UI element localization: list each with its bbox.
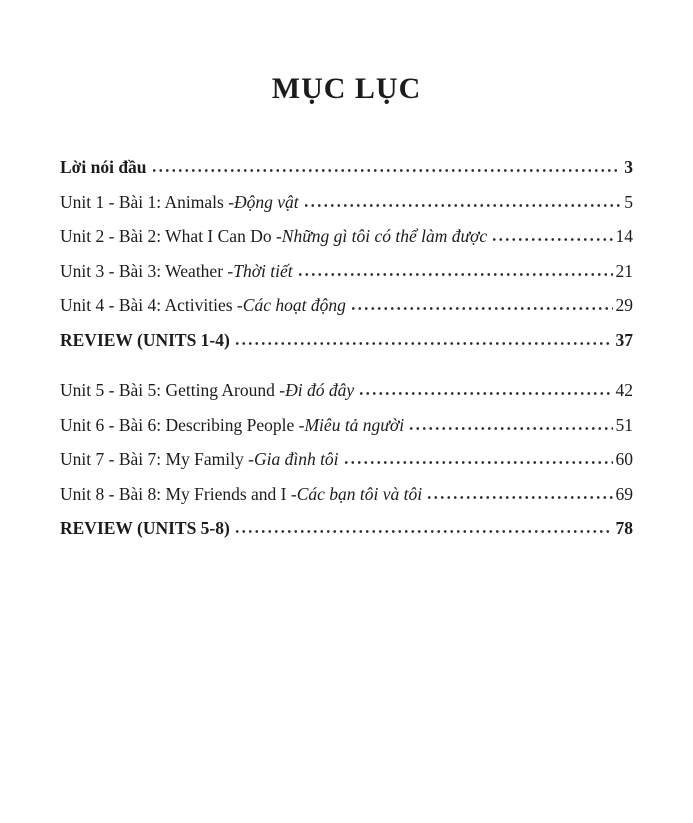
dot-leader	[303, 203, 622, 208]
toc-entry-label: REVIEW (UNITS 1-4)	[60, 329, 230, 350]
dot-leader	[297, 272, 613, 277]
toc-entry-page: 14	[615, 226, 633, 246]
toc-entry-label: Unit 8 - Bài 8: My Friends and I -	[60, 483, 297, 504]
toc-entry-subtitle: Đi đó đây	[285, 380, 355, 400]
toc-entry-page: 3	[624, 157, 633, 177]
dot-leader	[234, 341, 613, 346]
dot-leader	[234, 529, 613, 534]
toc-entry-label: Unit 5 - Bài 5: Getting Around -	[60, 380, 286, 400]
toc-entry-label: Unit 4 - Bài 4: Activities -	[60, 295, 243, 315]
dot-leader	[408, 426, 612, 431]
toc-entry-page: 21	[615, 260, 633, 281]
toc-entry-subtitle: Gia đình tôi	[253, 449, 339, 469]
toc-entry-subtitle: Miêu tả người	[304, 414, 405, 435]
table-of-contents	[60, 150, 633, 546]
toc-entry	[60, 511, 633, 546]
toc-entry	[60, 373, 633, 408]
dot-leader	[491, 237, 612, 242]
toc-entry-page: 37	[615, 329, 633, 350]
toc-entry-subtitle: Các bạn tôi và tôi	[296, 483, 423, 504]
dot-leader	[343, 460, 613, 465]
toc-entry-label: Unit 7 - Bài 7: My Family -	[60, 449, 254, 469]
toc-entry	[60, 219, 633, 254]
toc-entry-subtitle: Động vật	[234, 191, 299, 212]
toc-entry	[60, 185, 633, 220]
toc-entry	[60, 442, 633, 477]
dot-leader	[426, 495, 612, 500]
toc-entry-page: 51	[615, 414, 633, 435]
toc-entry	[60, 254, 633, 289]
dot-leader	[350, 306, 613, 311]
toc-entry	[60, 288, 633, 323]
toc-entry-page: 29	[615, 295, 633, 315]
toc-entry	[60, 323, 633, 358]
toc-entry-page: 5	[624, 191, 633, 212]
toc-entry-label: REVIEW (UNITS 5-8)	[60, 518, 230, 538]
toc-entry-subtitle: Thời tiết	[233, 260, 293, 281]
toc-entry	[60, 408, 633, 443]
dot-leader	[151, 168, 622, 173]
toc-entry-page: 42	[615, 380, 633, 400]
toc-entry-subtitle: Những gì tôi có thể làm được	[281, 226, 488, 246]
toc-entry	[60, 477, 633, 512]
toc-entry-label: Unit 2 - Bài 2: What I Can Do -	[60, 226, 282, 246]
dot-leader	[358, 391, 612, 396]
page-title: MỤC LỤC	[271, 72, 422, 105]
toc-entry-label: Lời nói đầu	[60, 157, 147, 177]
toc-entry-subtitle: Các hoạt động	[242, 295, 346, 315]
toc-entry-page: 60	[615, 449, 633, 469]
toc-entry-page: 78	[615, 518, 633, 538]
toc-entry-page: 69	[615, 483, 633, 504]
toc-entry	[60, 150, 633, 185]
toc-entry-label: Unit 3 - Bài 3: Weather -	[60, 260, 234, 281]
toc-entry-label: Unit 6 - Bài 6: Describing People -	[60, 414, 305, 435]
toc-entry-label: Unit 1 - Bài 1: Animals -	[60, 191, 235, 212]
